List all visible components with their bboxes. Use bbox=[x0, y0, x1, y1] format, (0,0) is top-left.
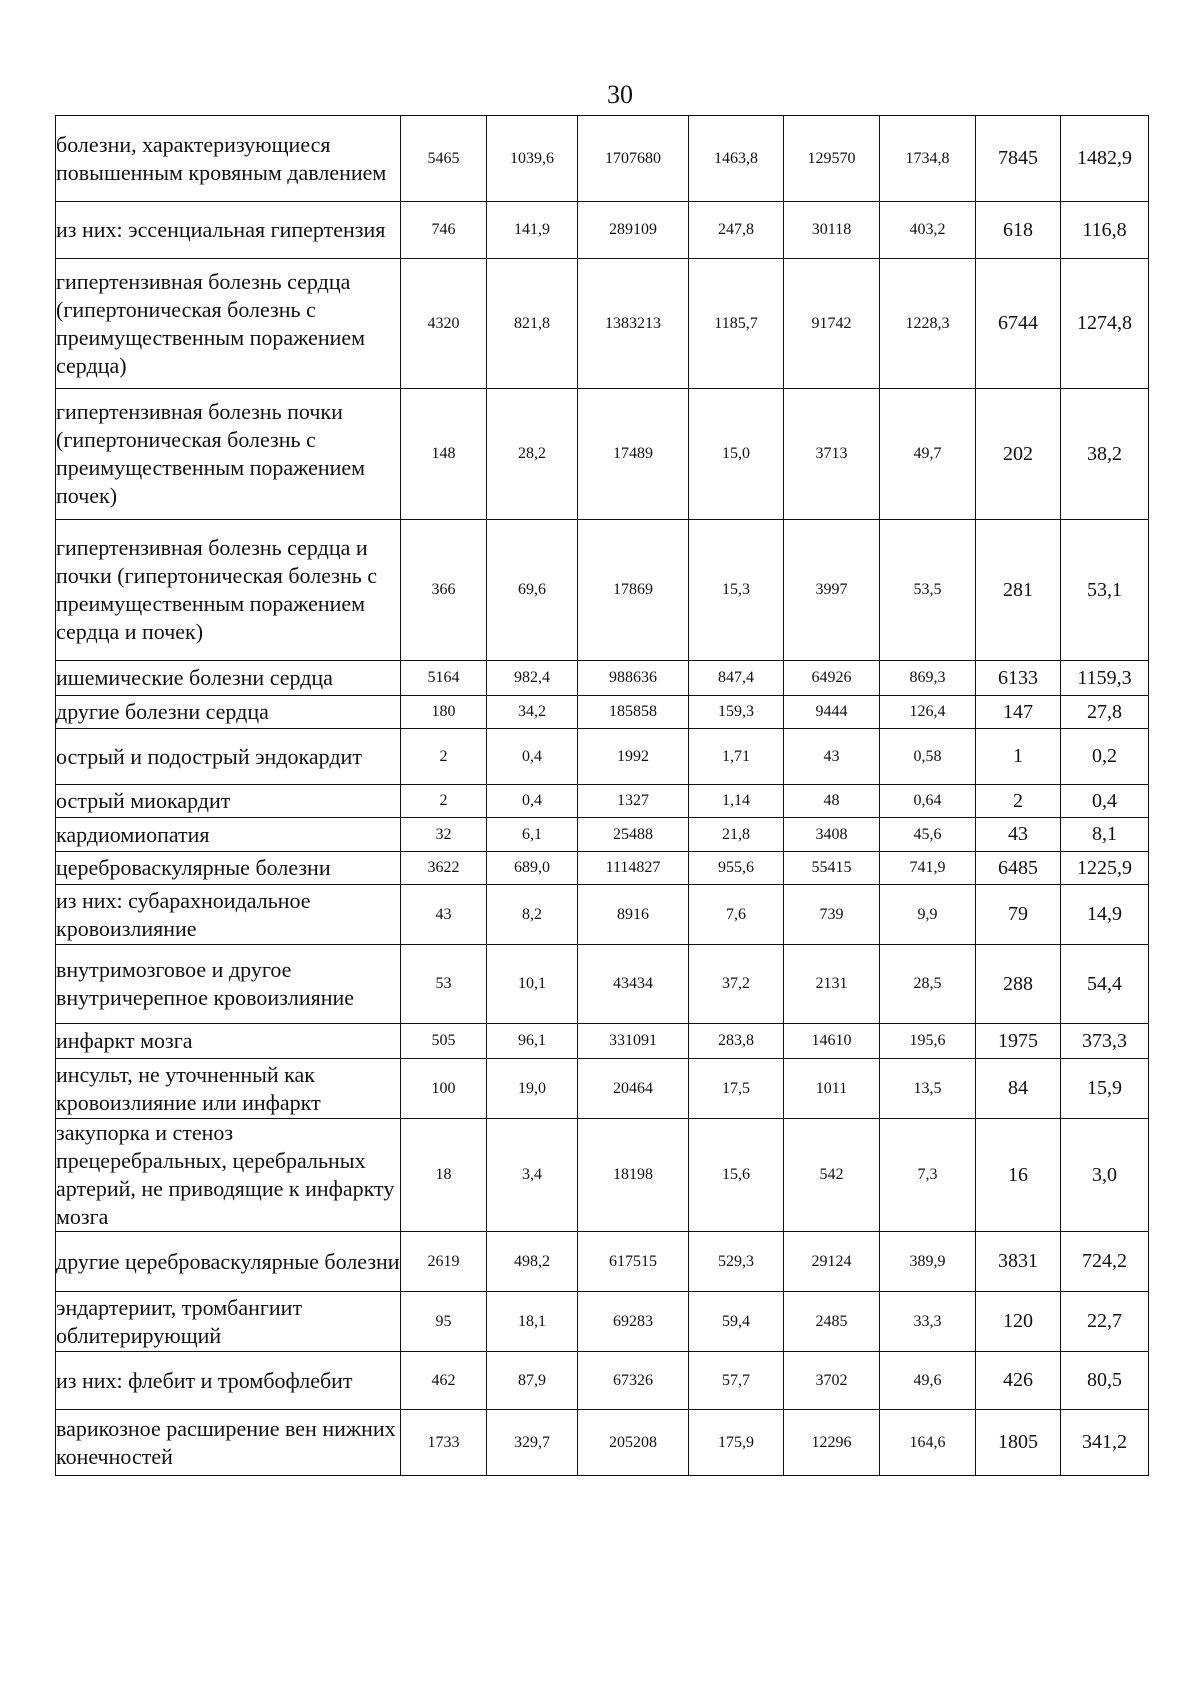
value-cell: 1185,7 bbox=[689, 259, 784, 389]
value-cell: 34,2 bbox=[487, 696, 578, 729]
value-cell: 1463,8 bbox=[689, 116, 784, 202]
value-cell: 2619 bbox=[401, 1232, 487, 1292]
disease-name-cell: инфаркт мозга bbox=[56, 1024, 401, 1059]
value-cell: 18198 bbox=[578, 1119, 689, 1232]
value-cell: 15,3 bbox=[689, 520, 784, 661]
value-cell: 5465 bbox=[401, 116, 487, 202]
value-cell: 1733 bbox=[401, 1410, 487, 1476]
value-cell: 69283 bbox=[578, 1292, 689, 1352]
value-cell: 739 bbox=[784, 885, 880, 945]
value-cell: 0,4 bbox=[487, 729, 578, 785]
disease-name-cell: из них: эссенциальная гипертензия bbox=[56, 202, 401, 259]
disease-name-cell: гипертензивная болезнь почки (гипертоническая болезнь с преимущественным поражением почек) bbox=[56, 389, 401, 520]
value-cell: 331091 bbox=[578, 1024, 689, 1059]
value-cell: 9444 bbox=[784, 696, 880, 729]
value-cell: 141,9 bbox=[487, 202, 578, 259]
value-cell: 59,4 bbox=[689, 1292, 784, 1352]
value-cell: 3622 bbox=[401, 852, 487, 885]
value-cell: 38,2 bbox=[1061, 389, 1149, 520]
value-cell: 283,8 bbox=[689, 1024, 784, 1059]
value-cell: 18,1 bbox=[487, 1292, 578, 1352]
value-cell: 1,71 bbox=[689, 729, 784, 785]
page-number: 30 bbox=[607, 80, 633, 109]
value-cell: 6744 bbox=[976, 259, 1061, 389]
value-cell: 724,2 bbox=[1061, 1232, 1149, 1292]
value-cell: 48 bbox=[784, 785, 880, 818]
value-cell: 20464 bbox=[578, 1059, 689, 1119]
value-cell: 8,2 bbox=[487, 885, 578, 945]
value-cell: 426 bbox=[976, 1352, 1061, 1410]
value-cell: 91742 bbox=[784, 259, 880, 389]
disease-name-cell: закупорка и стеноз прецеребральных, церебральных артерий, не приводящие к инфаркту мозга bbox=[56, 1119, 401, 1232]
value-cell: 25488 bbox=[578, 818, 689, 852]
table-row bbox=[56, 1059, 1149, 1119]
table-row bbox=[56, 945, 1149, 1024]
value-cell: 1159,3 bbox=[1061, 661, 1149, 696]
table-row bbox=[56, 818, 1149, 852]
value-cell: 202 bbox=[976, 389, 1061, 520]
value-cell: 64926 bbox=[784, 661, 880, 696]
value-cell: 12296 bbox=[784, 1410, 880, 1476]
value-cell: 2 bbox=[401, 729, 487, 785]
value-cell: 49,7 bbox=[880, 389, 976, 520]
value-cell: 27,8 bbox=[1061, 696, 1149, 729]
table-row bbox=[56, 520, 1149, 661]
disease-name-cell: кардиомиопатия bbox=[56, 818, 401, 852]
value-cell: 281 bbox=[976, 520, 1061, 661]
value-cell: 741,9 bbox=[880, 852, 976, 885]
value-cell: 3702 bbox=[784, 1352, 880, 1410]
value-cell: 6485 bbox=[976, 852, 1061, 885]
table-row bbox=[56, 1352, 1149, 1410]
value-cell: 617515 bbox=[578, 1232, 689, 1292]
value-cell: 341,2 bbox=[1061, 1410, 1149, 1476]
value-cell: 15,6 bbox=[689, 1119, 784, 1232]
value-cell: 120 bbox=[976, 1292, 1061, 1352]
value-cell: 1707680 bbox=[578, 116, 689, 202]
value-cell: 205208 bbox=[578, 1410, 689, 1476]
table-row bbox=[56, 729, 1149, 785]
value-cell: 366 bbox=[401, 520, 487, 661]
value-cell: 147 bbox=[976, 696, 1061, 729]
value-cell: 53 bbox=[401, 945, 487, 1024]
value-cell: 13,5 bbox=[880, 1059, 976, 1119]
value-cell: 847,4 bbox=[689, 661, 784, 696]
value-cell: 126,4 bbox=[880, 696, 976, 729]
value-cell: 55415 bbox=[784, 852, 880, 885]
value-cell: 18 bbox=[401, 1119, 487, 1232]
value-cell: 0,2 bbox=[1061, 729, 1149, 785]
value-cell: 1383213 bbox=[578, 259, 689, 389]
value-cell: 57,7 bbox=[689, 1352, 784, 1410]
value-cell: 542 bbox=[784, 1119, 880, 1232]
value-cell: 821,8 bbox=[487, 259, 578, 389]
disease-name-cell: острый и подострый эндокардит bbox=[56, 729, 401, 785]
value-cell: 43434 bbox=[578, 945, 689, 1024]
value-cell: 0,58 bbox=[880, 729, 976, 785]
value-cell: 180 bbox=[401, 696, 487, 729]
value-cell: 1327 bbox=[578, 785, 689, 818]
value-cell: 148 bbox=[401, 389, 487, 520]
value-cell: 618 bbox=[976, 202, 1061, 259]
value-cell: 95 bbox=[401, 1292, 487, 1352]
value-cell: 1734,8 bbox=[880, 116, 976, 202]
value-cell: 462 bbox=[401, 1352, 487, 1410]
value-cell: 0,64 bbox=[880, 785, 976, 818]
value-cell: 116,8 bbox=[1061, 202, 1149, 259]
value-cell: 29124 bbox=[784, 1232, 880, 1292]
value-cell: 1482,9 bbox=[1061, 116, 1149, 202]
value-cell: 8,1 bbox=[1061, 818, 1149, 852]
disease-name-cell: ишемические болезни сердца bbox=[56, 661, 401, 696]
disease-statistics-table bbox=[55, 115, 1149, 1476]
value-cell: 19,0 bbox=[487, 1059, 578, 1119]
value-cell: 373,3 bbox=[1061, 1024, 1149, 1059]
value-cell: 14,9 bbox=[1061, 885, 1149, 945]
value-cell: 955,6 bbox=[689, 852, 784, 885]
value-cell: 43 bbox=[976, 818, 1061, 852]
value-cell: 1 bbox=[976, 729, 1061, 785]
table-row bbox=[56, 202, 1149, 259]
disease-name-cell: другие цереброваскулярные болезни bbox=[56, 1232, 401, 1292]
value-cell: 10,1 bbox=[487, 945, 578, 1024]
value-cell: 69,6 bbox=[487, 520, 578, 661]
value-cell: 22,7 bbox=[1061, 1292, 1149, 1352]
table-row bbox=[56, 661, 1149, 696]
value-cell: 247,8 bbox=[689, 202, 784, 259]
value-cell: 6133 bbox=[976, 661, 1061, 696]
table-row bbox=[56, 885, 1149, 945]
value-cell: 17489 bbox=[578, 389, 689, 520]
value-cell: 1992 bbox=[578, 729, 689, 785]
value-cell: 389,9 bbox=[880, 1232, 976, 1292]
value-cell: 37,2 bbox=[689, 945, 784, 1024]
value-cell: 982,4 bbox=[487, 661, 578, 696]
value-cell: 1,14 bbox=[689, 785, 784, 818]
table-row bbox=[56, 389, 1149, 520]
table-row bbox=[56, 785, 1149, 818]
value-cell: 0,4 bbox=[1061, 785, 1149, 818]
value-cell: 17,5 bbox=[689, 1059, 784, 1119]
value-cell: 1039,6 bbox=[487, 116, 578, 202]
table-row bbox=[56, 116, 1149, 202]
value-cell: 7845 bbox=[976, 116, 1061, 202]
value-cell: 96,1 bbox=[487, 1024, 578, 1059]
value-cell: 4320 bbox=[401, 259, 487, 389]
value-cell: 43 bbox=[401, 885, 487, 945]
value-cell: 28,5 bbox=[880, 945, 976, 1024]
table-row bbox=[56, 1410, 1149, 1476]
value-cell: 3997 bbox=[784, 520, 880, 661]
value-cell: 7,6 bbox=[689, 885, 784, 945]
value-cell: 2 bbox=[976, 785, 1061, 818]
disease-name-cell: цереброваскулярные болезни bbox=[56, 852, 401, 885]
value-cell: 529,3 bbox=[689, 1232, 784, 1292]
table-row bbox=[56, 1024, 1149, 1059]
value-cell: 84 bbox=[976, 1059, 1061, 1119]
disease-name-cell: болезни, характеризующиеся повышенным кровяным давлением bbox=[56, 116, 401, 202]
value-cell: 195,6 bbox=[880, 1024, 976, 1059]
value-cell: 49,6 bbox=[880, 1352, 976, 1410]
value-cell: 289109 bbox=[578, 202, 689, 259]
value-cell: 54,4 bbox=[1061, 945, 1149, 1024]
disease-name-cell: гипертензивная болезнь сердца и почки (гипертоническая болезнь с преимущественным поражением сердца и почек) bbox=[56, 520, 401, 661]
value-cell: 2131 bbox=[784, 945, 880, 1024]
value-cell: 0,4 bbox=[487, 785, 578, 818]
value-cell: 28,2 bbox=[487, 389, 578, 520]
value-cell: 1011 bbox=[784, 1059, 880, 1119]
value-cell: 17869 bbox=[578, 520, 689, 661]
value-cell: 43 bbox=[784, 729, 880, 785]
table-row bbox=[56, 696, 1149, 729]
value-cell: 403,2 bbox=[880, 202, 976, 259]
value-cell: 288 bbox=[976, 945, 1061, 1024]
value-cell: 21,8 bbox=[689, 818, 784, 852]
value-cell: 32 bbox=[401, 818, 487, 852]
value-cell: 175,9 bbox=[689, 1410, 784, 1476]
value-cell: 1805 bbox=[976, 1410, 1061, 1476]
value-cell: 329,7 bbox=[487, 1410, 578, 1476]
disease-name-cell: гипертензивная болезнь сердца (гипертоническая болезнь с преимущественным поражением сердца) bbox=[56, 259, 401, 389]
value-cell: 164,6 bbox=[880, 1410, 976, 1476]
value-cell: 30118 bbox=[784, 202, 880, 259]
value-cell: 53,1 bbox=[1061, 520, 1149, 661]
value-cell: 53,5 bbox=[880, 520, 976, 661]
value-cell: 2485 bbox=[784, 1292, 880, 1352]
table-row bbox=[56, 852, 1149, 885]
value-cell: 16 bbox=[976, 1119, 1061, 1232]
value-cell: 5164 bbox=[401, 661, 487, 696]
value-cell: 1274,8 bbox=[1061, 259, 1149, 389]
value-cell: 87,9 bbox=[487, 1352, 578, 1410]
value-cell: 3713 bbox=[784, 389, 880, 520]
value-cell: 15,0 bbox=[689, 389, 784, 520]
value-cell: 14610 bbox=[784, 1024, 880, 1059]
disease-name-cell: эндартериит, тромбангиит облитерирующий bbox=[56, 1292, 401, 1352]
value-cell: 988636 bbox=[578, 661, 689, 696]
table-row bbox=[56, 259, 1149, 389]
disease-name-cell: инсульт, не уточненный как кровоизлияние или инфаркт bbox=[56, 1059, 401, 1119]
value-cell: 689,0 bbox=[487, 852, 578, 885]
value-cell: 79 bbox=[976, 885, 1061, 945]
value-cell: 80,5 bbox=[1061, 1352, 1149, 1410]
table-row bbox=[56, 1232, 1149, 1292]
disease-name-cell: другие болезни сердца bbox=[56, 696, 401, 729]
value-cell: 67326 bbox=[578, 1352, 689, 1410]
value-cell: 3831 bbox=[976, 1232, 1061, 1292]
disease-name-cell: внутримозговое и другое внутричерепное кровоизлияние bbox=[56, 945, 401, 1024]
value-cell: 7,3 bbox=[880, 1119, 976, 1232]
disease-name-cell: варикозное расширение вен нижних конечностей bbox=[56, 1410, 401, 1476]
value-cell: 3408 bbox=[784, 818, 880, 852]
value-cell: 1975 bbox=[976, 1024, 1061, 1059]
value-cell: 498,2 bbox=[487, 1232, 578, 1292]
value-cell: 100 bbox=[401, 1059, 487, 1119]
value-cell: 9,9 bbox=[880, 885, 976, 945]
disease-name-cell: острый миокардит bbox=[56, 785, 401, 818]
value-cell: 129570 bbox=[784, 116, 880, 202]
value-cell: 159,3 bbox=[689, 696, 784, 729]
value-cell: 3,4 bbox=[487, 1119, 578, 1232]
value-cell: 185858 bbox=[578, 696, 689, 729]
value-cell: 8916 bbox=[578, 885, 689, 945]
value-cell: 2 bbox=[401, 785, 487, 818]
table-row bbox=[56, 1119, 1149, 1232]
value-cell: 1114827 bbox=[578, 852, 689, 885]
value-cell: 1225,9 bbox=[1061, 852, 1149, 885]
table-row bbox=[56, 1292, 1149, 1352]
value-cell: 869,3 bbox=[880, 661, 976, 696]
value-cell: 15,9 bbox=[1061, 1059, 1149, 1119]
value-cell: 746 bbox=[401, 202, 487, 259]
value-cell: 1228,3 bbox=[880, 259, 976, 389]
value-cell: 3,0 bbox=[1061, 1119, 1149, 1232]
value-cell: 6,1 bbox=[487, 818, 578, 852]
value-cell: 33,3 bbox=[880, 1292, 976, 1352]
disease-name-cell: из них: флебит и тромбофлебит bbox=[56, 1352, 401, 1410]
disease-name-cell: из них: субарахноидальное кровоизлияние bbox=[56, 885, 401, 945]
value-cell: 45,6 bbox=[880, 818, 976, 852]
value-cell: 505 bbox=[401, 1024, 487, 1059]
